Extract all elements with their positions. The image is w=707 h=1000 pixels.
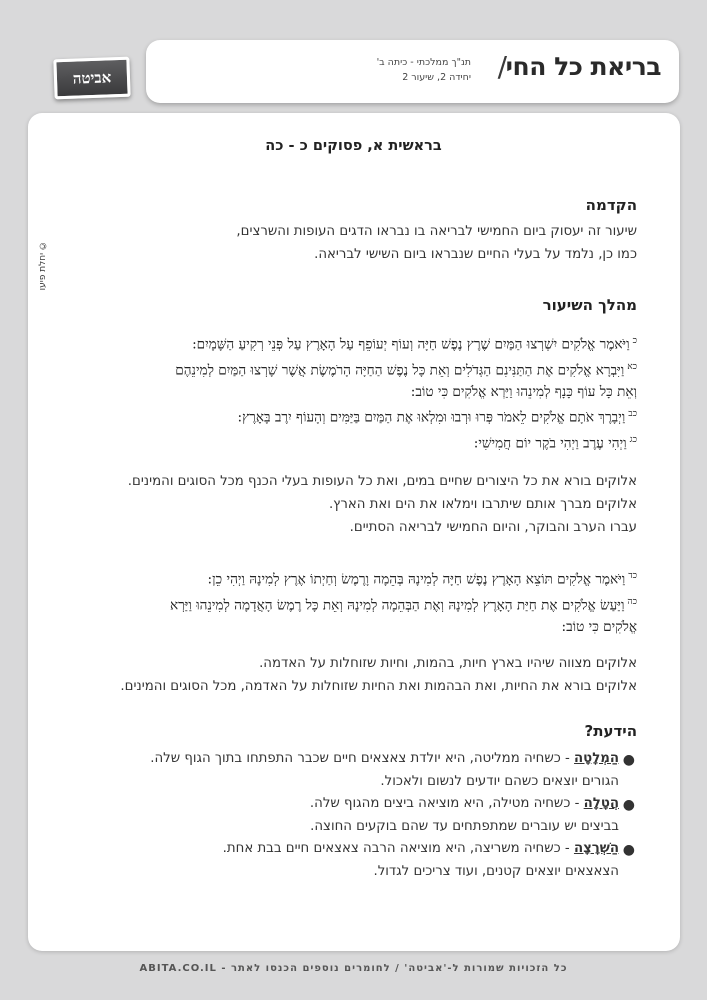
verse-number: כג [629,434,637,445]
page-title: בריאת כל החי [505,52,661,81]
list-item [62,748,637,793]
verse-line [67,356,637,382]
verse-line [67,403,637,429]
intro-heading: הקדמה [585,196,637,214]
verse-line [67,616,637,638]
did-you-know-heading: הידעת? [584,722,637,740]
verse-text: וַיֹּאמֶר אֱלֹקִים יִשְׁרְצוּ הַמַּיִם שֶׁרֶץ נֶפֶשׁ חַיָּה וְעוֹף יְעוֹפֵף עַל הָאָרֶץ עַל פְּנֵי רְקִיעַ הַשָּׁמָיִם: [192,336,630,353]
lesson-meta [377,55,471,85]
bullet-icon: ● [622,842,635,858]
intro-line: שיעור זה יעסוק ביום החמישי לבריאה בו נבראו הדגים העופות והשרצים, [236,224,637,239]
verse-number: כה [627,596,637,607]
verse-number: כ [632,336,637,346]
abita-logo: אביטה [53,57,130,100]
verse-text: וַיִּבְרָא אֱלֹקִים אֶת הַתַּנִּינִם הַגְּדֹלִים וְאֵת כָּל נֶפֶשׁ הַחַיָּה הָרֹמֶשֶׂת אֲשֶׁר שָׁרְצוּ הַמַּיִם לְמִינֵהֶם [175,362,625,379]
verses-block-b [67,565,637,638]
term-hamlata: הַמְלָטָה [574,751,619,766]
intro-line: כמו כן, נלמד על בעלי החיים שנבראו ביום השישי לבריאה. [314,247,637,262]
unit-label: יחידה 2, שיעור 2 [402,72,471,83]
term-detail: הגורים יוצאים כשהם יודעים לנשום ולאכול. [380,773,619,789]
verse-line [67,429,637,455]
verse-text: וַיְהִי עֶרֶב וַיְהִי בֹקֶר יוֹם חֲמִישִׁי: [473,435,627,452]
list-item [62,838,637,883]
explanation-line: אלוקים בורא את כל היצורים שחיים במים, ואת כל העופות בעלי הכנף מכל הסוגים והמינים. [127,474,637,489]
title-separator: / [497,50,507,83]
term-detail: בביצים יש עוברים שמתפתחים עד שהם בוקעים החוצה. [310,818,619,834]
list-item [62,793,637,838]
verse-number: כד [628,571,637,581]
footer-copyright: כל הזכויות שמורות ל-'אביטה' / לחומרים נוספים הכנסו לאתר - ABITA.CO.IL [139,963,568,974]
verse-text: וַיֹּאמֶר אֱלֹקִים תּוֹצֵא הָאָרֶץ נֶפֶשׁ חַיָּה לְמִינָהּ בְּהֵמָה וָרֶמֶשׂ וְחַיְתוֹ אֶרֶץ לְמִינָהּ וַיְהִי כֵן: [207,571,626,588]
side-credit: © יחלת פיעו [38,240,48,291]
explanation-a [77,470,637,539]
explanation-b [77,652,637,698]
term-hatala: הֲטָלָה [583,796,619,811]
term-hashratsa: הַשְׁרָצָה [573,841,619,856]
verse-line [67,381,637,403]
explanation-line: אלוקים מברך אותם שיתרבו וימלאו את הים ואת הארץ. [328,497,637,512]
intro-text [77,220,637,266]
verses-block-a [67,330,637,454]
term-detail: הצאצאים יוצאים קטנים, ועוד צריכים לגדול. [373,863,619,879]
course-label: תנ"ך ממלכתי - כיתה ב' [376,57,471,68]
scripture-reference: בראשית א, פסוקים כ - כה [265,138,442,154]
verse-text: וְאֵת כָּל עוֹף כָּנָף לְמִינֵהוּ וַיַּרְא אֱלֹקִים כִּי טוֹב: [410,384,637,401]
bullet-icon: ● [622,752,635,768]
verse-line [67,591,637,617]
verse-number: כא [627,361,637,372]
explanation-line: אלוקים בורא את החיות, ואת הבהמות ואת החיות שזוחלות על האדמה, מכל הסוגים והמינים. [120,679,637,694]
lesson-heading: מהלך השיעור [542,296,637,314]
term-definition: - כשחיה ממליטה, היא יולדת צאצאים חיים שכבר התפתחו בתוך הגוף שלה. [150,751,575,766]
verse-text: אֱלֹקִים כִּי טוֹב: [561,619,637,636]
verse-line [67,565,637,591]
term-definition: - כשחיה משריצה, היא מוציאה הרבה צאצאים חיים בבת אחת. [222,841,574,856]
verse-line [67,330,637,356]
verse-number: כב [628,409,637,420]
did-you-know-list [62,748,637,883]
explanation-line: אלוקים מצווה שיהיו בארץ חיות, בהמות, וחיות שזוחלות על האדמה. [259,656,637,671]
explanation-line: עברו הערב והבוקר, והיום החמישי לבריאה הסתיים. [349,520,637,535]
verse-text: וַיַּעַשׂ אֱלֹקִים אֶת חַיַּת הָאָרֶץ לְמִינָהּ וְאֶת הַבְּהֵמָה לְמִינָהּ וְאֵת כָּל רֶמֶשׂ הָאֲדָמָה לְמִינֵהוּ וַיַּרְא [169,597,625,614]
bullet-icon: ● [622,797,635,813]
term-definition: - כשחיה מטילה, היא מוציאה ביצים מהגוף שלה. [309,796,584,811]
header-card [146,40,679,103]
verse-text: וַיְבָרֶךְ אֹתָם אֱלֹקִים לֵאמֹר פְּרוּ וּרְבוּ וּמִלְאוּ אֶת הַמַּיִם בַּיַּמִּים וְהָעוֹף יִרֶב בָּאָרֶץ: [237,409,626,426]
